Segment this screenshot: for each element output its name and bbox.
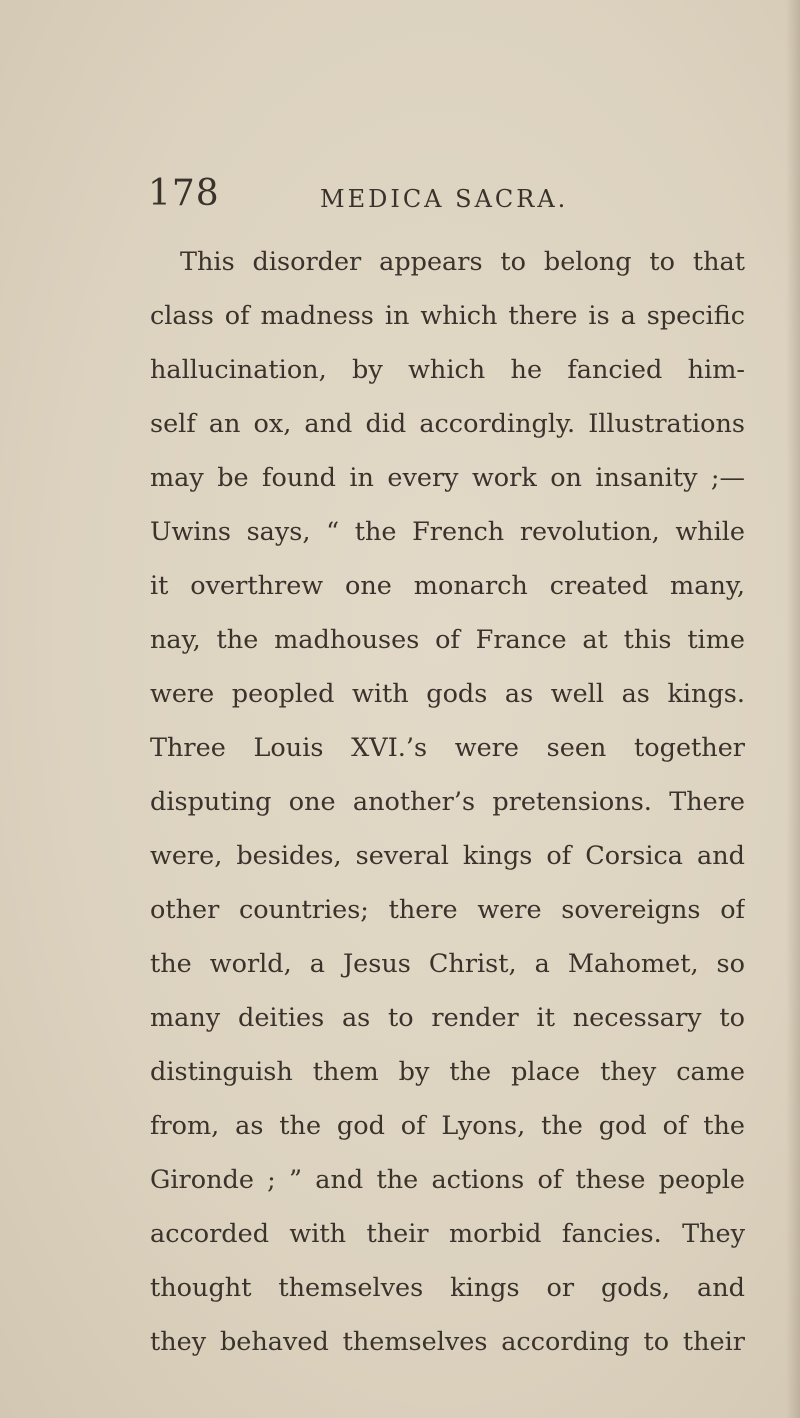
text-line: Three Louis XVI.’s were seen together [150, 733, 745, 763]
text-line: they behaved themselves according to their [150, 1327, 745, 1357]
text-line: from, as the god of Lyons, the god of the [150, 1111, 745, 1141]
body-text [150, 240, 745, 1374]
text-line: self an ox, and did accordingly. Illustrations [150, 409, 745, 439]
text-line: were peopled with gods as well as kings. [150, 679, 745, 709]
text-line: accorded with their morbid fancies. They [150, 1219, 745, 1249]
text-line: the world, a Jesus Christ, a Mahomet, so [150, 949, 745, 979]
text-line: disputing one another’s pretensions. There [150, 787, 745, 817]
text-line: hallucination, by which he fancied him- [150, 355, 745, 385]
text-line: other countries; there were sovereigns of [150, 895, 745, 925]
text-line: thought themselves kings or gods, and [150, 1273, 745, 1303]
text-line: nay, the madhouses of France at this time [150, 625, 745, 655]
text-line: Gironde ; ” and the actions of these people [150, 1165, 745, 1195]
page-header [148, 172, 748, 220]
running-head: MEDICA SACRA. [320, 185, 569, 213]
text-line: it overthrew one monarch created many, [150, 571, 745, 601]
page-number: 178 [148, 173, 220, 214]
text-line: class of madness in which there is a specific [150, 301, 745, 331]
text-line: may be found in every work on insanity ;— [150, 463, 745, 493]
text-line: were, besides, several kings of Corsica and [150, 841, 745, 871]
text-line: This disorder appears to belong to that [180, 247, 745, 277]
page-edge-shadow [786, 0, 800, 1418]
text-line: many deities as to render it necessary to [150, 1003, 745, 1033]
text-line: Uwins says, “ the French revolution, while [150, 517, 745, 547]
text-line: distinguish them by the place they came [150, 1057, 745, 1087]
